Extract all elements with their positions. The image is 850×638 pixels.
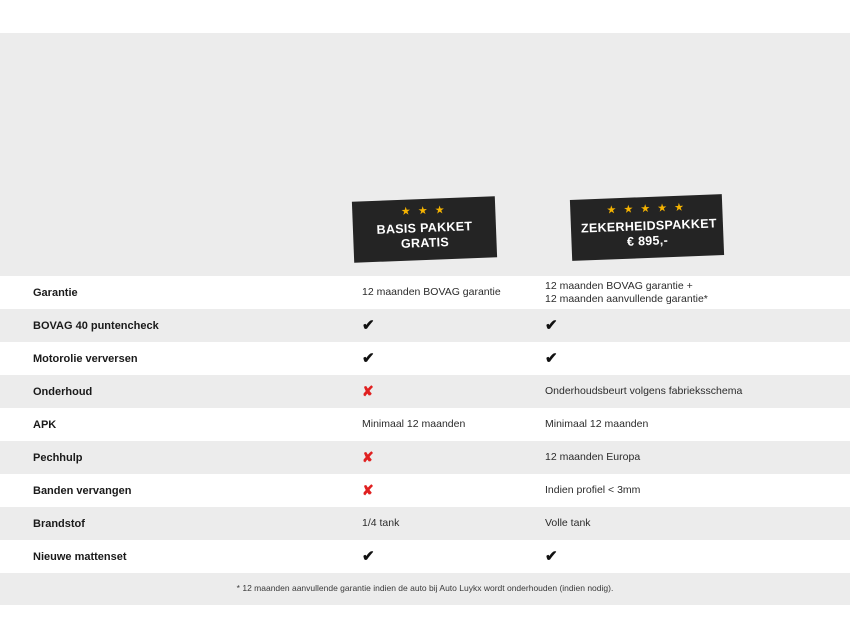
package-name: BASIS PAKKET (376, 219, 473, 237)
table-row (0, 408, 850, 441)
zekerheid-text: 12 maanden Europa (545, 451, 641, 463)
zekerheid-value (545, 351, 850, 366)
basis-text: 12 maanden BOVAG garantie (362, 286, 501, 298)
feature-label: Nieuwe mattenset (33, 550, 127, 563)
package-price: GRATIS (400, 235, 450, 251)
check-icon: ✔ (545, 350, 558, 367)
feature-label: BOVAG 40 puntencheck (33, 319, 159, 332)
table-row (0, 309, 850, 342)
cross-icon: ✘ (362, 449, 374, 465)
package-price: € 895,- (626, 233, 669, 249)
package-badge-zekerheid[interactable] (570, 194, 724, 261)
check-icon: ✔ (362, 350, 375, 367)
basis-value (330, 517, 545, 530)
feature-label: Onderhoud (33, 385, 93, 398)
table-row (0, 441, 850, 474)
basis-text: Minimaal 12 maanden (362, 418, 466, 430)
feature-label: Banden vervangen (33, 484, 132, 497)
basis-text: 1/4 tank (362, 517, 400, 529)
stars-icon: ★ ★ ★ ★ ★ (606, 201, 687, 217)
stars-icon: ★ ★ ★ (400, 204, 447, 218)
basis-value (330, 418, 545, 431)
package-badge-basis[interactable] (352, 196, 497, 262)
feature-label: Pechhulp (33, 451, 83, 464)
check-icon: ✔ (362, 548, 375, 565)
basis-value (330, 318, 545, 333)
table-row (0, 375, 850, 408)
basis-value (330, 286, 545, 299)
table-row (0, 540, 850, 573)
feature-label: Motorolie verversen (33, 352, 138, 365)
zekerheid-text: Onderhoudsbeurt volgens fabrieksschema (545, 385, 743, 397)
zekerheid-value (545, 517, 850, 530)
zekerheid-value (545, 549, 850, 564)
zekerheid-text: 12 maanden BOVAG garantie + 12 maanden aanvullende garantie* (545, 279, 708, 305)
feature-label: Brandstof (33, 517, 85, 530)
basis-value (330, 351, 545, 366)
table-row (0, 342, 850, 375)
check-icon: ✔ (545, 317, 558, 334)
package-name: ZEKERHEIDSPAKKET (580, 216, 718, 236)
zekerheid-text: Indien profiel < 3mm (545, 484, 641, 496)
basis-value (330, 450, 545, 465)
package-badges (0, 195, 850, 265)
zekerheid-text: Minimaal 12 maanden (545, 418, 649, 430)
cross-icon: ✘ (362, 482, 374, 498)
basis-value (330, 483, 545, 498)
zekerheid-value (545, 451, 850, 464)
check-icon: ✔ (362, 317, 375, 334)
zekerheid-value (545, 385, 850, 398)
table-row (0, 474, 850, 507)
basis-value (330, 549, 545, 564)
footnote: * 12 maanden aanvullende garantie indien de auto bij Auto Luykx wordt onderhouden (indien nodig). (236, 583, 614, 593)
cross-icon: ✘ (362, 383, 374, 399)
feature-label: Garantie (33, 286, 78, 299)
table-row (0, 276, 850, 309)
table-row (0, 507, 850, 540)
zekerheid-value (545, 484, 850, 497)
basis-value (330, 384, 545, 399)
check-icon: ✔ (545, 548, 558, 565)
feature-label: APK (33, 418, 57, 431)
zekerheid-text: Volle tank (545, 517, 591, 529)
zekerheid-value (545, 280, 850, 306)
comparison-table (0, 276, 850, 573)
zekerheid-value (545, 318, 850, 333)
zekerheid-value (545, 418, 850, 431)
